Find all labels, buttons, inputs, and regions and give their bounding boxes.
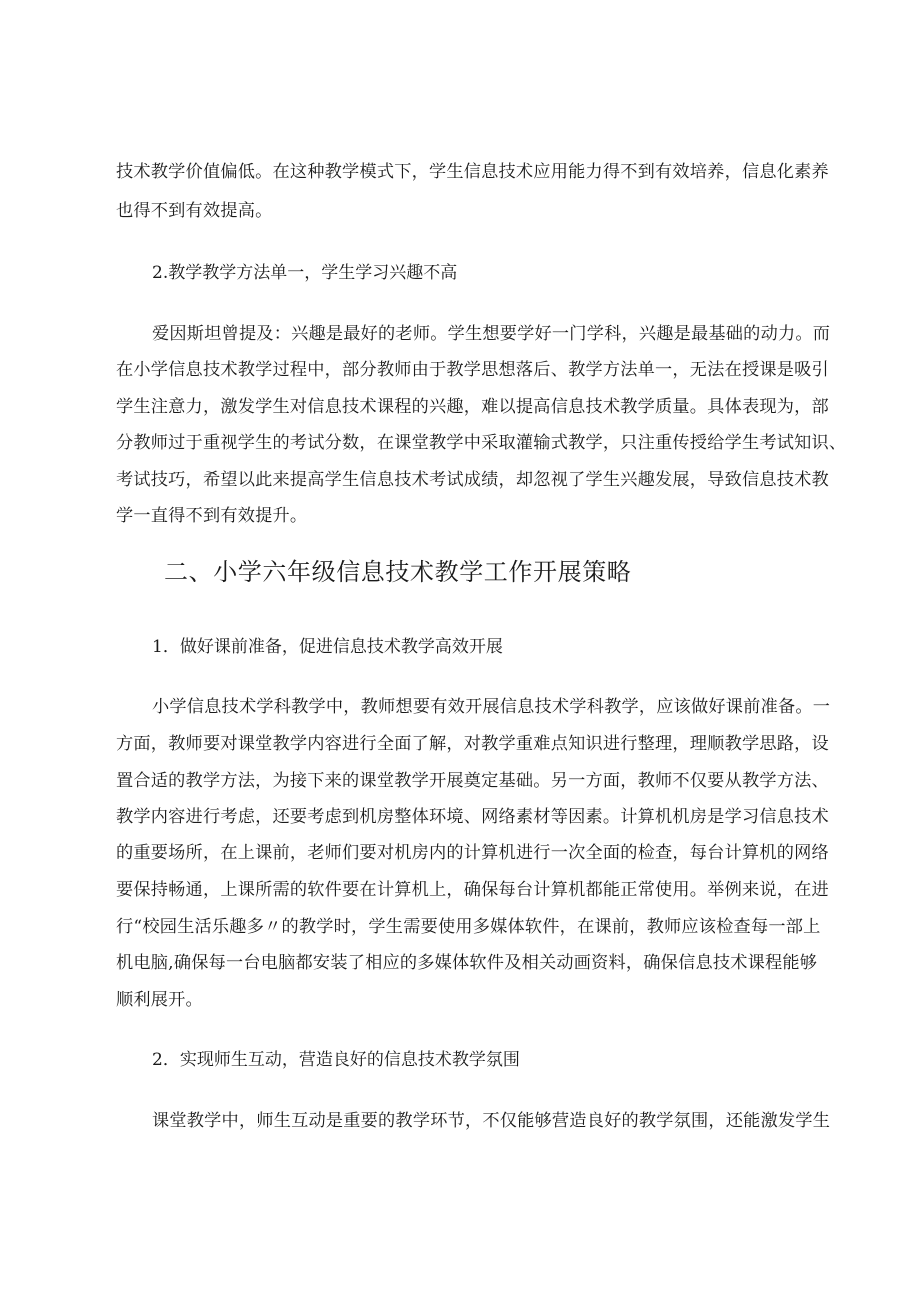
paragraph-line: 要保持畅通，上课所需的软件要在计算机上，确保每台计算机都能正常使用。举例来说，在进 — [116, 880, 829, 900]
section-title: 二、小学六年级信息技术教学工作开展策略 — [164, 558, 632, 586]
paragraph-line: 方面，教师要对课堂教学内容进行全面了解，对教学重难点知识进行整理，理顺教学思路，设 — [116, 734, 829, 754]
paragraph-line: 学生注意力，激发学生对信息技术课程的兴趣，难以提高信息技术教学质量。具体表现为，部 — [116, 397, 829, 417]
paragraph-line: 置合适的教学方法，为接下来的课堂教学开展奠定基础。另一方面，教师不仅要从教学方法、 — [116, 771, 829, 791]
paragraph-line: 顺利展开。 — [116, 990, 203, 1010]
intro-line-2: 也得不到有效提高。 — [116, 201, 273, 221]
paragraph-line: 分教师过于重视学生的考试分数，在课堂教学中采取灌输式教学，只注重传授给学生考试知识、 — [116, 433, 847, 453]
strategy-2-heading: 2．实现师生互动，营造良好的信息技术教学氛围 — [152, 1050, 520, 1070]
paragraph-line: 学一直得不到有效提升。 — [116, 506, 308, 526]
strategy-1-heading: 1．做好课前准备，促进信息技术教学高效开展 — [152, 637, 503, 657]
paragraph-line: 教学内容进行考虑，还要考虑到机房整体环境、网络素材等因素。计算机机房是学习信息技术 — [116, 807, 829, 827]
paragraph-line: 行“校园生活乐趣多〃的教学时，学生需要使用多媒体软件，在课前，教师应该检查每一部上 — [116, 917, 821, 937]
paragraph-line: 在小学信息技术教学过程中，部分教师由于教学思想落后、教学方法单一，无法在授课是吸引 — [116, 360, 829, 380]
intro-line-1: 技术教学价值偏低。在这种教学模式下，学生信息技术应用能力得不到有效培养，信息化素养 — [116, 162, 829, 182]
paragraph-line: 小学信息技术学科教学中，教师想要有效开展信息技术学科教学，应该做好课前准备。一 — [152, 697, 831, 717]
paragraph-line: 的重要场所，在上课前，老师们要对机房内的计算机进行一次全面的检查，每台计算机的网络 — [116, 843, 829, 863]
paragraph-line: 机电脑,确保每一台电脑都安装了相应的多媒体软件及相关动画资料，确保信息技术课程能够 — [116, 953, 818, 973]
paragraph-line: 考试技巧，希望以此来提高学生信息技术考试成绩，却忽视了学生兴趣发展，导致信息技术教 — [116, 470, 829, 490]
paragraph-line: 课堂教学中，师生互动是重要的教学环节，不仅能够营造良好的教学氛围，还能激发学生 — [152, 1111, 831, 1131]
subsection-heading: 2.教学教学方法单一，学生学习兴趣不高 — [152, 263, 458, 283]
paragraph-line: 爱因斯坦曾提及：兴趣是最好的老师。学生想要学好一门学科，兴趣是最基础的动力。而 — [152, 324, 831, 344]
